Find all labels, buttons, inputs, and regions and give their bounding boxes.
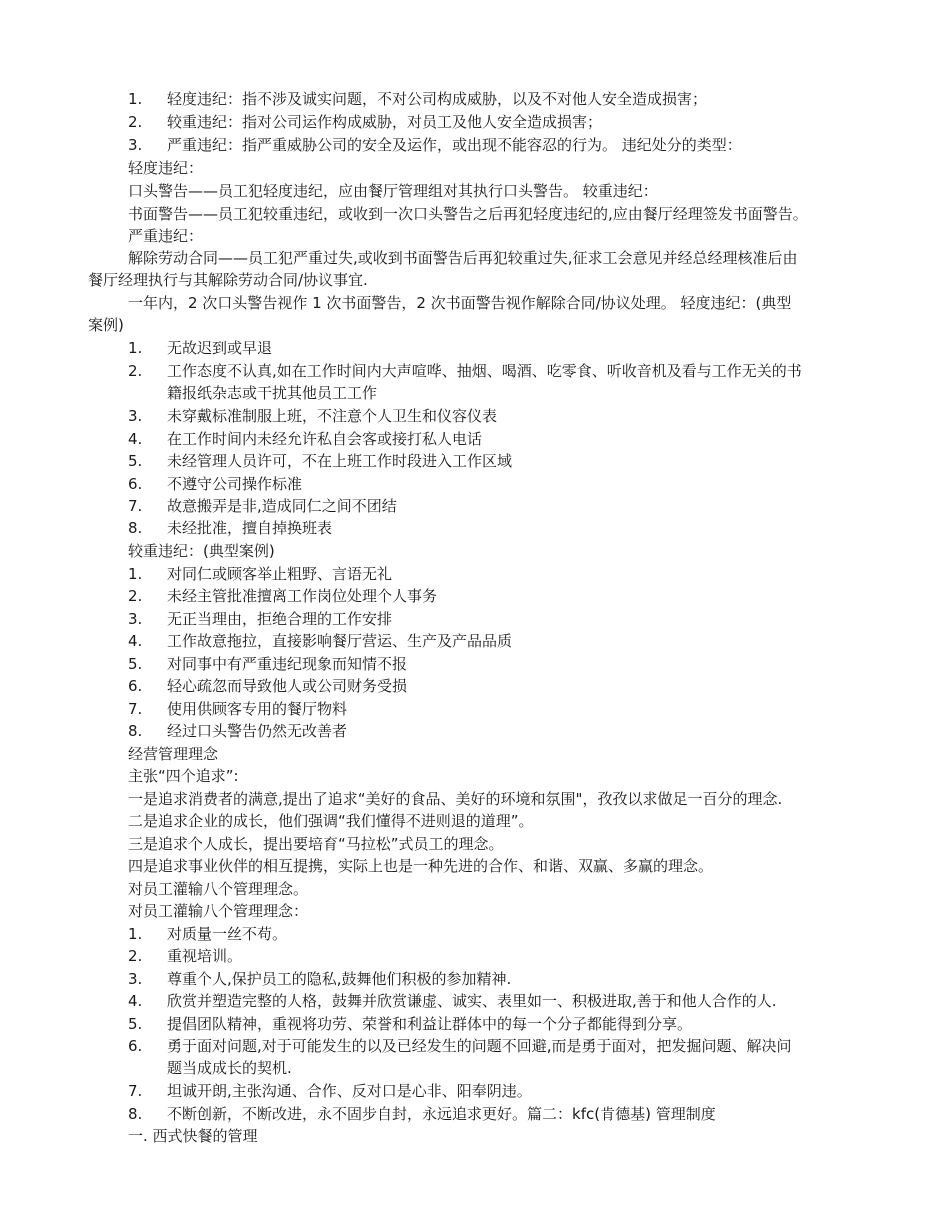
list-text: 轻心疏忽而导致他人或公司财务受损 [167,677,408,695]
list-number: 6. [128,475,143,493]
paragraph: 一年内，2 次口头警告视作 1 次书面警告，2 次书面警告视作解除合同/协议处理。 轻度违纪：(典型 [128,294,792,312]
paragraph: 四是追求事业伙伴的相互提携，实际上也是一种先进的合作、和谐、双赢、多赢的理念。 [128,857,714,875]
list-text: 使用供顾客专用的餐厅物料 [167,700,348,718]
list-number: 2. [128,947,143,965]
list-number: 2. [128,362,143,380]
list-text: 工作态度不认真,如在工作时间内大声喧哗、抽烟、喝酒、吃零食、听收音机及看与工作无关的书 [167,362,802,380]
list-number: 7. [128,700,143,718]
list-text: 严重违纪：指严重威胁公司的安全及运作，或出现不能容忍的行为。 违纪处分的类型： [167,136,742,154]
list-number: 4. [128,430,143,448]
list-text: 未经主管批准擅离工作岗位处理个人事务 [167,587,438,605]
paragraph: 二是追求企业的成长，他们强调“我们懂得不进则退的道理”。 [128,812,534,830]
list-text: 对质量一丝不苟。 [167,925,288,943]
section-title: 一. 西式快餐的管理 [128,1127,258,1145]
paragraph: 对员工灌输八个管理理念： [128,902,309,920]
list-text: 题当成成长的契机. [167,1059,292,1077]
list-number: 4. [128,632,143,650]
paragraph: 对员工灌输八个管理理念。 [128,880,309,898]
paragraph: 主张“四个追求”: [128,767,239,785]
list-number: 2. [128,113,143,131]
list-text: 未经批准，擅自掉换班表 [167,519,333,537]
list-text: 无正当理由，拒绝合理的工作安排 [167,610,393,628]
list-text: 故意搬弄是非,造成同仁之间不团结 [167,497,397,515]
list-number: 6. [128,677,143,695]
list-text: 对同事中有严重违纪现象而知情不报 [167,655,408,673]
list-text: 欣赏并塑造完整的人格，鼓舞并欣赏谦虚、诚实、表里如一、积极进取,善于和他人合作的人. [167,992,777,1010]
section-heading: 较重违纪：(典型案例) [128,542,275,560]
list-number: 3. [128,610,143,628]
list-text: 不遵守公司操作标准 [167,475,303,493]
paragraph: 轻度违纪： [128,159,204,177]
list-text: 未经管理人员许可，不在上班工作时段进入工作区域 [167,452,513,470]
list-number: 8. [128,722,143,740]
list-number: 8. [128,1105,143,1123]
list-text: 在工作时间内未经允许私自会客或接打私人电话 [167,430,483,448]
paragraph: 口头警告——员工犯轻度违纪，应由餐厅管理组对其执行口头警告。 较重违纪： [128,182,658,200]
list-text: 较重违纪：指对公司运作构成威胁，对员工及他人安全造成损害； [167,113,603,131]
paragraph: 解除劳动合同——员工犯严重过失,或收到书面警告后再犯较重过失,征求工会意见并经总经理核准后由 [128,249,798,267]
list-text: 勇于面对问题,对于可能发生的以及已经发生的问题不回避,而是勇于面对，把发掘问题、解决问 [167,1037,792,1055]
list-number: 1. [128,925,143,943]
paragraph: 餐厅经理执行与其解除劳动合同/协议事宜. [88,271,368,289]
section-title: 经营管理理念 [128,745,219,763]
list-number: 7. [128,497,143,515]
list-number: 5. [128,655,143,673]
list-number: 2. [128,587,143,605]
list-text: 工作故意拖拉，直接影响餐厅营运、生产及产品品质 [167,632,513,650]
list-number: 1. [128,565,143,583]
list-text: 不断创新，不断改进，永不固步自封，永远追求更好。篇二：kfc(肯德基) 管理制度 [167,1105,716,1123]
list-number: 1. [128,339,143,357]
list-text: 对同仁或顾客举止粗野、言语无礼 [167,565,393,583]
list-text: 轻度违纪：指不涉及诚实问题，不对公司构成威胁，以及不对他人安全造成损害； [167,90,708,108]
list-text: 无故迟到或早退 [167,339,273,357]
list-text: 籍报纸杂志或干扰其他员工工作 [167,384,378,402]
paragraph: 书面警告——员工犯较重违纪，或收到一次口头警告之后再犯轻度违纪的,应由餐厅经理签发书面警告。 [128,205,808,223]
list-number: 8. [128,519,143,537]
list-number: 3. [128,136,143,154]
list-text: 未穿戴标准制服上班，不注意个人卫生和仪容仪表 [167,407,498,425]
list-number: 3. [128,970,143,988]
list-text: 坦诚开朗,主张沟通、合作、反对口是心非、阳奉阴违。 [167,1082,532,1100]
list-number: 1. [128,90,143,108]
list-number: 5. [128,1015,143,1033]
list-text: 提倡团队精神，重视将功劳、荣誉和利益让群体中的每一个分子都能得到分享。 [167,1015,693,1033]
paragraph: 三是追求个人成长，提出要培育“马拉松”式员工的理念。 [128,835,504,853]
list-number: 6. [128,1037,143,1055]
list-number: 5. [128,452,143,470]
paragraph: 严重违纪： [128,227,204,245]
list-number: 7. [128,1082,143,1100]
list-text: 重视培训。 [167,947,243,965]
list-text: 经过口头警告仍然无改善者 [167,722,348,740]
list-text: 尊重个人,保护员工的隐私,鼓舞他们积极的参加精神. [167,970,512,988]
list-number: 3. [128,407,143,425]
paragraph: 一是追求消费者的满意,提出了追求“美好的食品、美好的环境和氛围"，孜孜以求做足一百分的理念. [128,790,783,808]
paragraph: 案例) [88,316,124,334]
list-number: 4. [128,992,143,1010]
